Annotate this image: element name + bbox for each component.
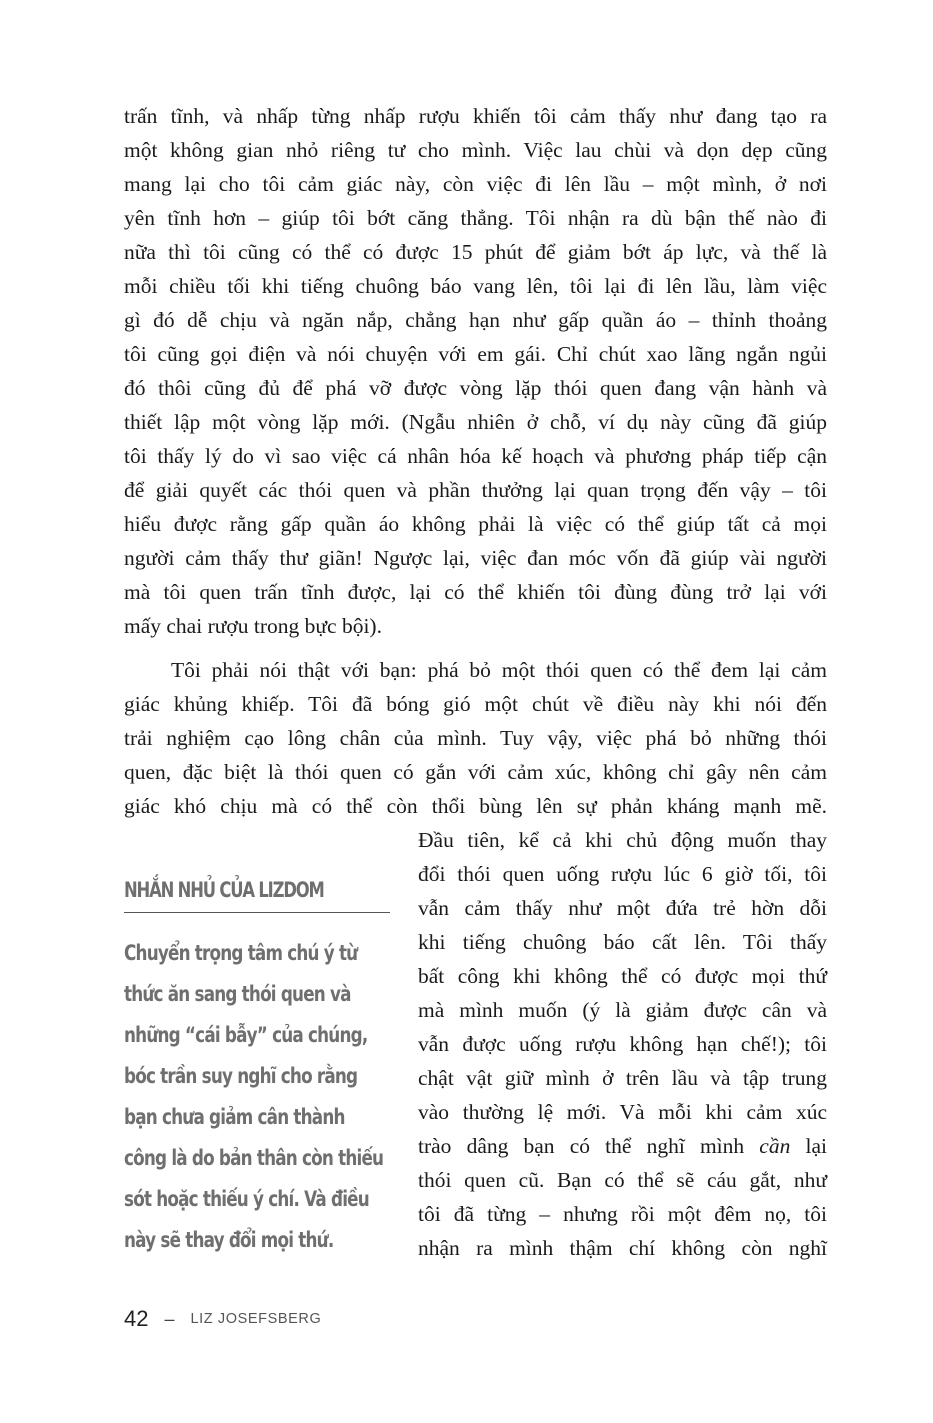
- text-line: chật vật giữ mình ở trên lầu và tập trung: [418, 1066, 827, 1090]
- text-line: thiết lập một vòng lặp mới. (Ngẫu nhiên ở chỗ, ví dụ này cũng đã giúp: [124, 410, 827, 434]
- text-line: vào thường lệ mới. Và mỗi khi cảm xúc: [418, 1100, 827, 1124]
- sidebar-line: thức ăn sang thói quen và: [124, 982, 351, 1006]
- text-line: mà tôi quen trấn tĩnh được, lại có thể khiến tôi đùng đùng trở lại với: [124, 580, 827, 604]
- page-number: 42: [124, 1306, 149, 1331]
- text-line: người cảm thấy thư giãn! Ngược lại, việc đan móc vốn đã giúp vài người: [124, 546, 827, 570]
- lizdom-tip-sidebar: [124, 872, 390, 1261]
- paragraph-3: [418, 823, 827, 1265]
- sidebar-line: này sẽ thay đổi mọi thứ.: [124, 1228, 334, 1252]
- sidebar-line: những “cái bẫy” của chúng,: [124, 1023, 368, 1047]
- text-line: giác khó chịu mà có thể còn thổi bùng lên sự phản kháng mạnh mẽ.: [124, 794, 827, 818]
- sidebar-line: công là do bản thân còn thiếu: [124, 1146, 384, 1170]
- sidebar-line: sót hoặc thiếu ý chí. Và điều: [124, 1187, 369, 1211]
- text-fragment: lại: [790, 1134, 827, 1158]
- sidebar-body: [124, 933, 390, 1261]
- text-line: một không gian nhỏ riêng tư cho mình. Việc lau chùi và dọn dẹp cũng: [124, 138, 827, 162]
- text-line: trấn tĩnh, và nhấp từng nhấp rượu khiến tôi cảm thấy như đang tạo ra: [124, 104, 827, 128]
- text-line: nữa thì tôi cũng có thể có được 15 phút để giảm bớt áp lực, và thế là: [124, 240, 827, 264]
- text-line: vẫn được uống rượu không hạn chế!); tôi: [418, 1032, 827, 1056]
- text-line: khi tiếng chuông báo cất lên. Tôi thấy: [418, 930, 827, 954]
- footer-separator: –: [164, 1308, 175, 1329]
- emphasis-text: cần: [759, 1134, 791, 1158]
- text-line: đó thôi cũng đủ để phá vỡ được vòng lặp thói quen đang vận hành và: [124, 376, 827, 400]
- sidebar-divider: [124, 912, 390, 913]
- text-line: yên tĩnh hơn – giúp tôi bớt căng thẳng. Tôi nhận ra dù bận thế nào đi: [124, 206, 827, 230]
- text-line: Tôi phải nói thật với bạn: phá bỏ một thói quen có thể đem lại cảm: [171, 658, 827, 682]
- running-author: LIZ JOSEFSBERG: [190, 1311, 322, 1327]
- paragraph-2: [124, 653, 827, 823]
- text-line: trải nghiệm cạo lông chân của mình. Tuy vậy, việc phá bỏ những thói: [124, 726, 827, 750]
- text-line: gì đó dễ chịu và ngăn nắp, chẳng hạn như gấp quần áo – thỉnh thoảng: [124, 308, 827, 332]
- text-line: thói quen cũ. Bạn có thể sẽ cáu gắt, như: [418, 1168, 827, 1192]
- text-line: tôi đã từng – nhưng rồi một đêm nọ, tôi: [418, 1202, 827, 1226]
- text-fragment: trào dâng bạn có thể nghĩ mình: [418, 1134, 760, 1158]
- text-line: Đầu tiên, kể cả khi chủ động muốn thay: [418, 828, 827, 852]
- text-line: bất công khi không thể có được mọi thứ: [418, 964, 827, 988]
- text-line: [418, 1129, 827, 1163]
- text-line: mang lại cho tôi cảm giác này, còn việc đi lên lầu – một mình, ở nơi: [124, 172, 827, 196]
- sidebar-line: bóc trần suy nghĩ cho rằng: [124, 1064, 358, 1088]
- text-line: mà mình muốn (ý là giảm được cân và: [418, 998, 827, 1022]
- text-line: mỗi chiều tối khi tiếng chuông báo vang lên, tôi lại đi lên lầu, làm việc: [124, 274, 827, 298]
- text-line: nhận ra mình thậm chí không còn nghĩ: [418, 1236, 827, 1260]
- text-line: đổi thói quen uống rượu lúc 6 giờ tối, tôi: [418, 862, 827, 886]
- text-line: tôi cũng gọi điện và nói chuyện với em gái. Chỉ chút xao lãng ngắn ngủi: [124, 342, 827, 366]
- page-footer: [124, 1306, 321, 1332]
- text-line: giác khủng khiếp. Tôi đã bóng gió một chút về điều này khi nói đến: [124, 692, 827, 716]
- sidebar-line: Chuyển trọng tâm chú ý từ: [124, 941, 358, 965]
- text-line: mấy chai rượu trong bực bội).: [124, 614, 382, 638]
- text-line: vẫn cảm thấy như một đứa trẻ hờn dỗi: [418, 896, 827, 920]
- sidebar-line: bạn chưa giảm cân thành: [124, 1105, 345, 1129]
- text-line: tôi thấy lý do vì sao việc cá nhân hóa kế hoạch và phương pháp tiếp cận: [124, 444, 827, 468]
- text-line: để giải quyết các thói quen và phần thưởng lại quan trọng đến vậy – tôi: [124, 478, 827, 502]
- sidebar-heading: NHẮN NHỦ CỦA LIZDOM: [124, 878, 324, 902]
- text-line: hiểu được rằng gấp quần áo không phải là việc có thể giúp tất cả mọi: [124, 512, 827, 536]
- paragraph-1: [124, 99, 827, 643]
- text-line: quen, đặc biệt là thói quen có gắn với cảm xúc, không chỉ gây nên cảm: [124, 760, 827, 784]
